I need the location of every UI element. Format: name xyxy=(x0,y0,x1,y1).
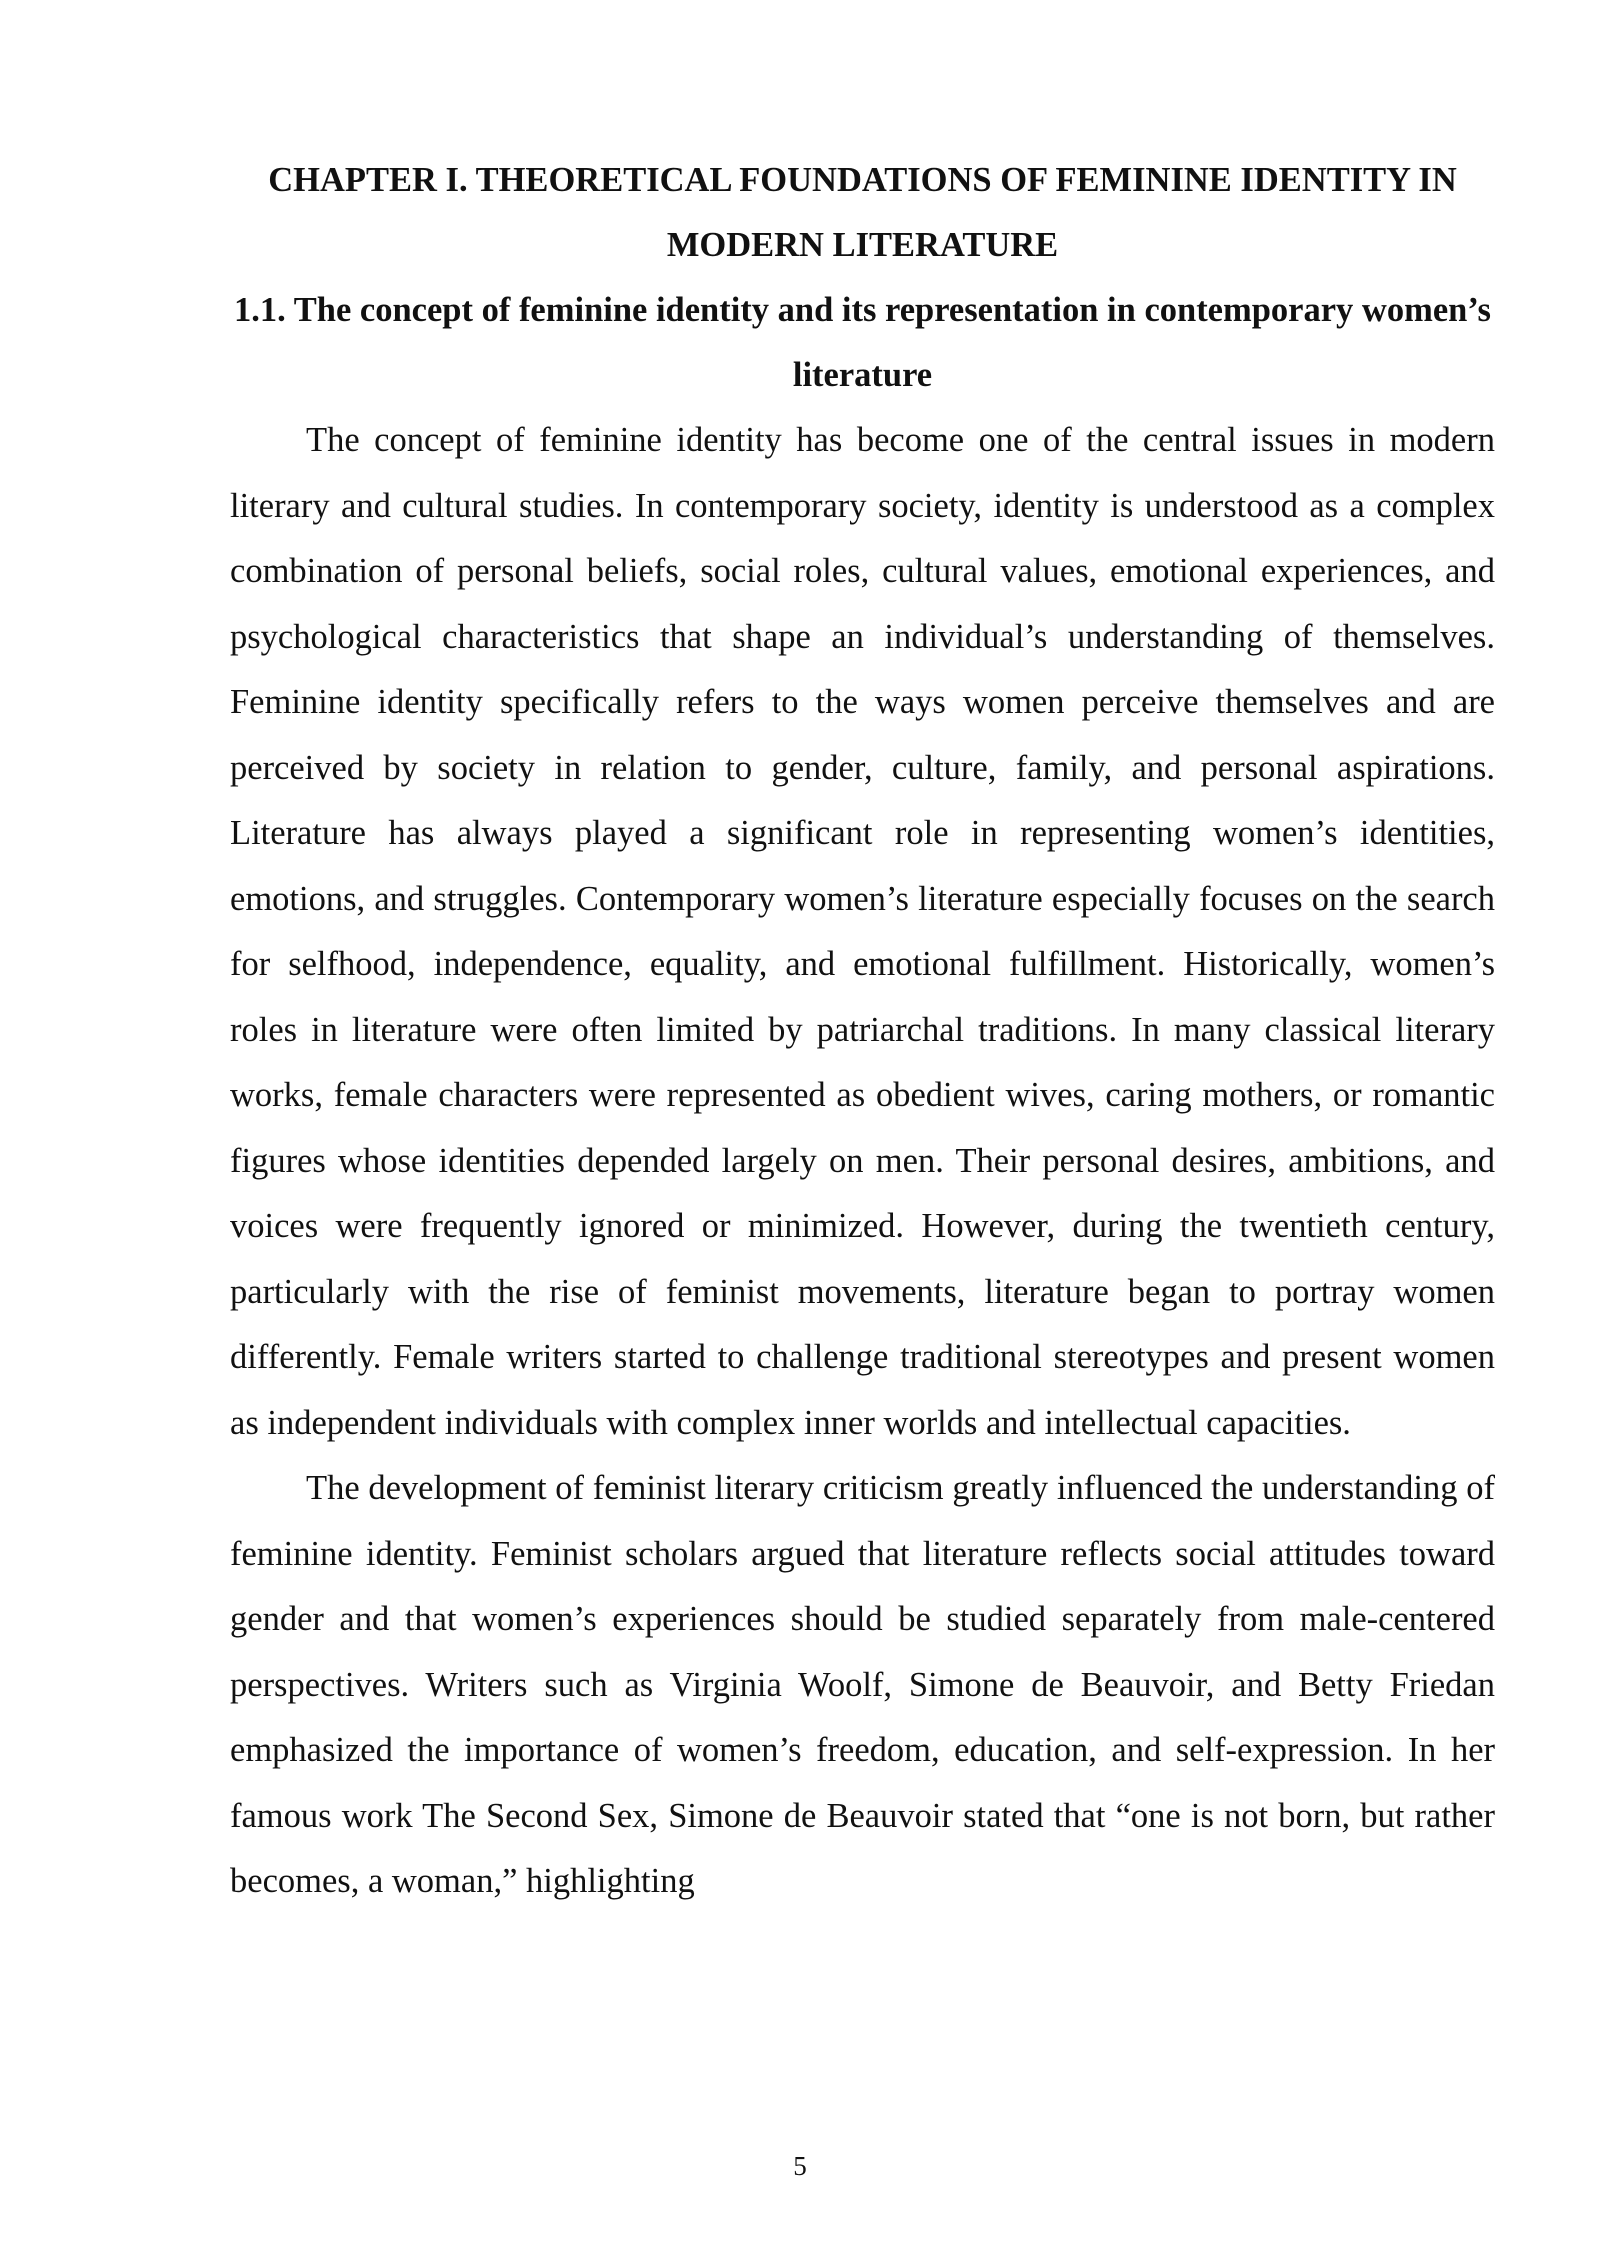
body-paragraph-1: The concept of feminine identity has become one of the central issues in modern literary and cultural studies. In contemporary society, identity is understood as a complex combination of personal beliefs, social roles, cultural values, emotional experiences, and psychological characteristics that shape an individual’s understanding of themselves. Feminine identity specifically refers to the ways women perceive themselves and are perceived by society in relation to gender, culture, family, and personal aspirations. Literature has always played a significant role in representing women’s identities, emotions, and struggles. Contemporary women’s literature especially focuses on the search for selfhood, independence, equality, and emotional fulfillment. Historically, women’s roles in literature were often limited by patriarchal traditions. In many classical literary works, female characters were represented as obedient wives, caring mothers, or romantic figures whose identities depended largely on men. Their personal desires, ambitions, and voices were frequently ignored or minimized. However, during the twentieth century, particularly with the rise of feminist movements, literature began to portray women differently. Female writers started to challenge traditional stereotypes and present women as independent individuals with complex inner worlds and intellectual capacities. xyxy=(230,421,1495,1442)
body-paragraph-2: The development of feminist literary criticism greatly influenced the understanding of feminine identity. Feminist scholars argued that literature reflects social attitudes toward gender and that women’s experiences should be studied separately from male-centered perspectives. Writers such as Virginia Woolf, Simone de Beauvoir, and Betty Friedan emphasized the importance of women’s freedom, education, and self-expression. In her famous work The Second Sex, Simone de Beauvoir stated that “one is not born, but rather becomes, a woman,” highlighting xyxy=(230,1469,1495,1900)
page-number: 5 xyxy=(793,2151,807,2181)
section-title: 1.1. The concept of feminine identity and its representation in contemporary women’s literature xyxy=(234,291,1491,394)
chapter-title: CHAPTER I. THEORETICAL FOUNDATIONS OF FEMININE IDENTITY IN MODERN LITERATURE xyxy=(268,161,1457,264)
page-content xyxy=(230,148,1495,1915)
